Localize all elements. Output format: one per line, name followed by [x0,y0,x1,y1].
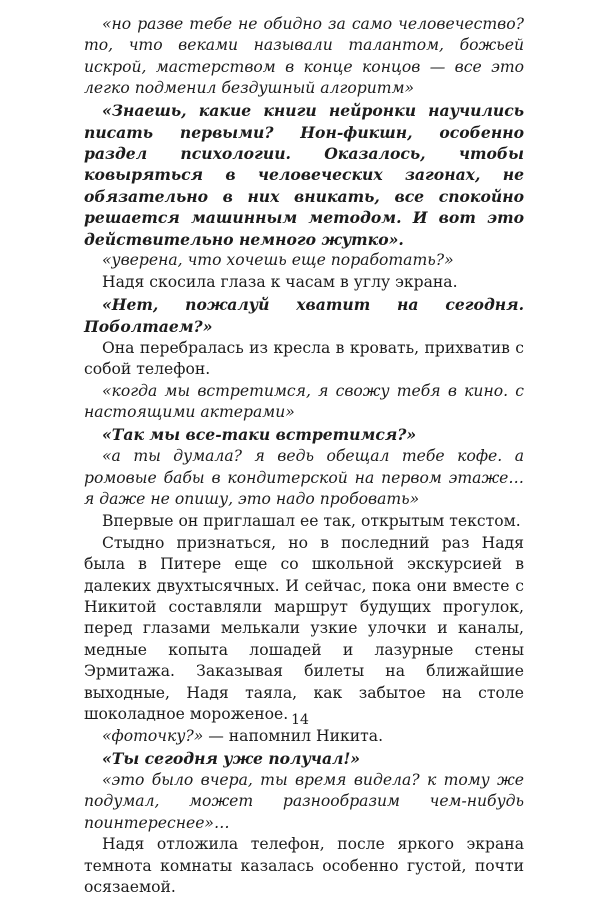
page-number: 14 [291,712,309,728]
paragraph-2: «Знаешь, какие книги нейронки научились писать первыми? Нон-фикшн, особенно раздел психологии. Оказалось, чтобы ковыряться в человеческих загонах, не обязательно в них вникать, все спокойно решается машинным методом. И вот это действительно немного жутко». [84,101,524,249]
paragraph-6: Она перебралась из кресла в кровать, прихватив с собой телефон. [84,338,524,378]
paragraph-11: Стыдно признаться, но в последний раз Надя была в Питере еще со школьной экскурсией в далеких двухтысячных. И сейчас, пока они вместе с Никитой составляли маршрут будущих прогулок, перед глазами мелькали узкие улочки и каналы, медные копыта лошадей и лазурные стены Эрмитажа. Заказывая билеты на ближайшие выходные, Надя таяла, как забытое на столе шоколадное мороженое. [84,533,524,723]
paragraph-7: «когда мы встретимся, я свожу тебя в кино. с настоящими актерами» [84,381,524,422]
paragraph-12-rest: — напомнил Никита. [203,726,384,745]
paragraph-8: «Так мы все-таки встретимся?» [102,425,417,445]
book-page-text [84,14,524,899]
paragraph-12 [84,726,524,747]
paragraph-3: «уверена, что хочешь еще поработать?» [102,251,454,270]
paragraph-5: «Нет, пожалуй хватит на сегодня. Поболтаем?» [84,295,524,336]
paragraph-4: Надя скосила глаза к часам в углу экрана. [102,273,458,292]
paragraph-10: Впервые он приглашал ее так, открытым текстом. [102,511,521,530]
paragraph-15: Надя отложила телефон, после яркого экрана темнота комнаты казалась особенно густой, почти осязаемой. [84,835,524,897]
paragraph-9: «а ты думала? я ведь обещал тебе кофе. а ромовые бабы в кондитерской на первом этаже… я даже не опишу, это надо пробовать» [84,447,524,508]
paragraph-13: «Ты сегодня уже получал!» [102,748,361,768]
paragraph-14: «это было вчера, ты время видела? к тому же подумал, может разнообразим чем-нибудь поинтереснее»… [84,770,524,832]
paragraph-12-italic: «фоточку?» [102,726,204,745]
paragraph-1: «но разве тебе не обидно за само человечество? то, что веками называли талантом, божьей искрой, мастерством в конце концов — все это легко подменил бездушный алгоритм» [84,15,524,98]
